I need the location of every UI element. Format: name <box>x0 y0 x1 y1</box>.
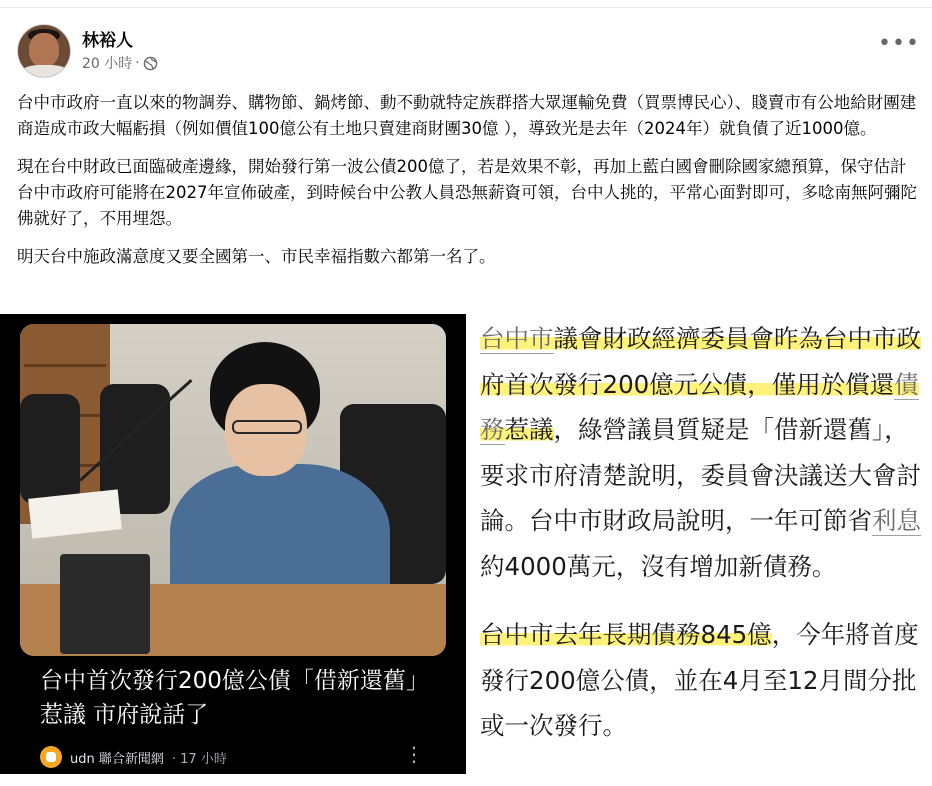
news-headline[interactable]: 台中首次發行200億公債「借新還舊」惹議 市府說話了 <box>40 668 429 728</box>
article-paragraph-1: 台中市議會財政經濟委員會昨為台中市政府首次發行200億元公債，僅用於償還債務惹議，綠營議員質疑是「借新還舊」，要求市府清楚說明，委員會決議送大會討論。台中市財政局說明，一年可節省利息約4000萬元，沒有增加新債務。 <box>480 324 921 581</box>
post-image[interactable] <box>0 314 932 786</box>
source-time: · 17 小時 <box>171 751 227 767</box>
post-paragraph-1: 台中市政府一直以來的物調券、購物節、鍋烤節、動不動就特定族群搭大眾運輸免費（買票博民心）、賤賣市有公地給財團建商造成市政大幅虧損（例如價值100億公有土地只賣建商財團30億 ），導致光是去年（2024年）就負債了近1000億。 <box>17 93 917 138</box>
udn-logo-icon <box>40 746 62 768</box>
post-text <box>17 90 917 282</box>
globe-icon[interactable] <box>143 56 158 71</box>
post-time[interactable]: 20 小時 <box>82 56 133 72</box>
source-name: udn 聯合新聞網 <box>70 751 164 767</box>
post-paragraph-3: 明天台中施政滿意度又要全國第一、市民幸福指數六都第一名了。 <box>17 247 496 266</box>
article-paragraph-2: 台中市去年長期債務845億，今年將首度發行200億公債，並在4月至12月間分批或一次發行。 <box>480 620 919 740</box>
author-avatar[interactable] <box>17 24 71 78</box>
news-source <box>40 746 227 768</box>
news-photo[interactable] <box>20 324 446 656</box>
top-divider <box>0 7 932 8</box>
article-excerpt <box>480 316 926 749</box>
more-horizontal-icon[interactable]: ••• <box>878 31 920 56</box>
more-vertical-icon[interactable]: ⋮ <box>404 742 424 766</box>
post-meta <box>82 53 158 73</box>
news-card[interactable] <box>0 314 466 774</box>
meta-separator: · <box>135 55 140 71</box>
post-paragraph-2: 現在台中財政已面臨破產邊緣，開始發行第一波公債200億了，若是效果不彰，再加上藍白國會刪除國家總預算，保守估計台中市政府可能將在2027年宣佈破產，到時候台中公教人員恐無薪資可領，台中人挑的，平常心面對即可，多唸南無阿彌陀佛就好了，不用埋怨。 <box>17 157 917 228</box>
author-name[interactable]: 林裕人 <box>82 31 133 51</box>
